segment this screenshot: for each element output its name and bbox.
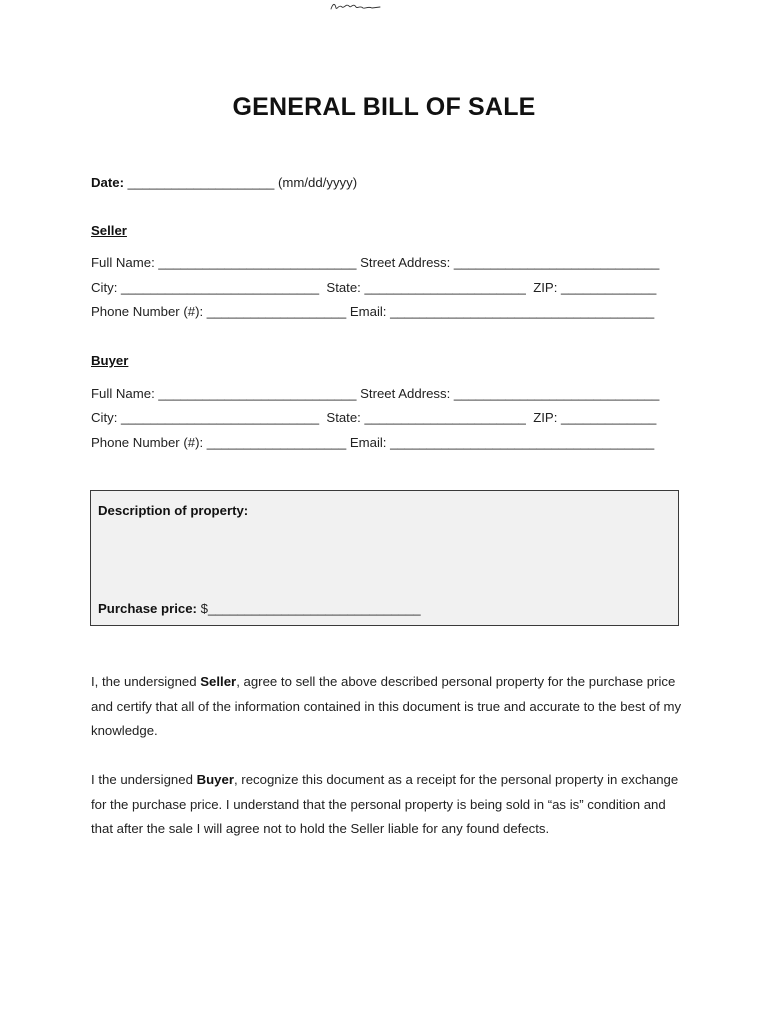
buyer-statement-text-start: I the undersigned: [91, 772, 197, 787]
buyer-statement-text-end: , recognize this document as a receipt for the personal property in exchange for the purchase price. I understand that the personal property is being sold in “as is” condition and that after the sale I will agree not to hold the Seller liable for any found defects.: [91, 772, 679, 837]
buyer-statement: [91, 768, 691, 842]
date-label: Date:: [91, 175, 124, 190]
seller-phone-email-row[interactable]: Phone Number (#): ___________________ Email: ____________________________________: [91, 304, 655, 319]
seller-city-state-zip-row[interactable]: City: ___________________________ State: ______________________ ZIP: _____________: [91, 280, 657, 295]
buyer-city-state-zip-row[interactable]: City: ___________________________ State: ______________________ ZIP: _____________: [91, 410, 657, 425]
purchase-price-label: Purchase price:: [98, 601, 197, 616]
buyer-name-address-row[interactable]: Full Name: ___________________________ Street Address: ____________________________: [91, 386, 660, 401]
seller-statement-text-end: , agree to sell the above described personal property for the purchase price and certify that all of the information contained in this document is true and accurate to the best of my knowledge.: [91, 674, 682, 739]
seller-statement: [91, 670, 691, 744]
buyer-heading: Buyer: [91, 353, 129, 368]
date-field[interactable]: ____________________: [123, 175, 278, 190]
signature-scribble: [326, 0, 386, 12]
seller-statement-text-start: I, the undersigned: [91, 674, 201, 689]
seller-statement-keyword: Seller: [200, 674, 237, 689]
purchase-price-line: [98, 601, 421, 616]
purchase-price-field[interactable]: $_____________________________: [196, 601, 421, 616]
seller-name-address-row[interactable]: Full Name: ___________________________ Street Address: ____________________________: [91, 255, 660, 270]
buyer-phone-email-row[interactable]: Phone Number (#): ___________________ Email: ____________________________________: [91, 435, 655, 450]
seller-heading: Seller: [91, 223, 127, 238]
date-format-hint: (mm/dd/yyyy): [278, 175, 358, 190]
date-line: [91, 175, 357, 190]
property-box[interactable]: [90, 490, 679, 626]
buyer-statement-keyword: Buyer: [196, 772, 234, 787]
document-title: GENERAL BILL OF SALE: [232, 93, 536, 121]
property-description-label: Description of property:: [98, 503, 249, 518]
